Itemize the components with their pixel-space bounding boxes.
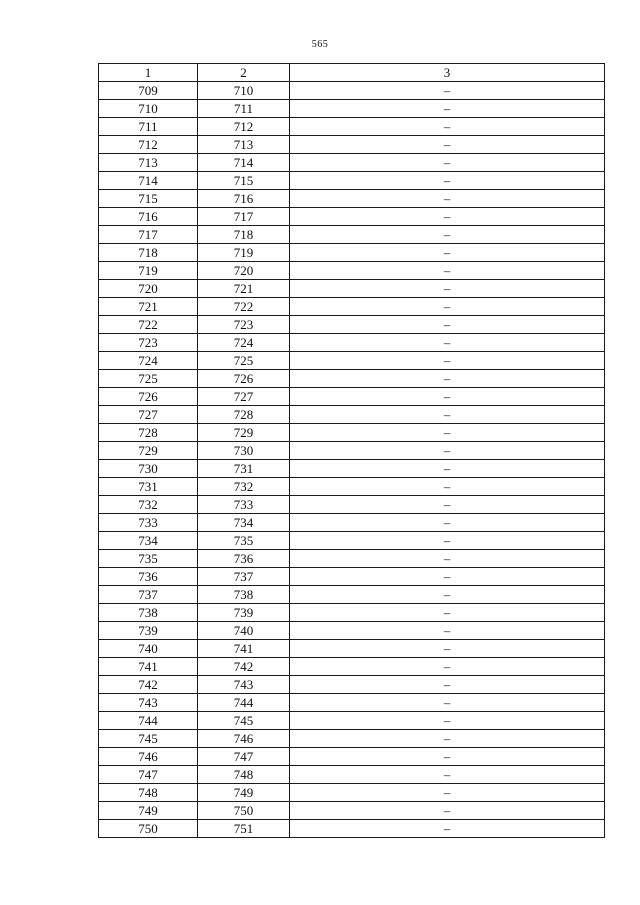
table-cell-col-1: 723 <box>99 334 198 352</box>
table-cell-col-3: – <box>290 82 605 100</box>
table-cell-col-3: – <box>290 676 605 694</box>
table-cell-col-2: 745 <box>198 712 290 730</box>
table-row <box>99 766 605 784</box>
table-cell-col-3: – <box>290 100 605 118</box>
table-row <box>99 784 605 802</box>
table-cell-col-3: – <box>290 766 605 784</box>
table-cell-col-1: 729 <box>99 442 198 460</box>
table-row <box>99 280 605 298</box>
table-row <box>99 730 605 748</box>
table-cell-col-1: 744 <box>99 712 198 730</box>
table-cell-col-1: 740 <box>99 640 198 658</box>
table-row <box>99 676 605 694</box>
table-cell-col-3: – <box>290 388 605 406</box>
table-row <box>99 460 605 478</box>
table-cell-col-3: – <box>290 370 605 388</box>
table-cell-col-2: 712 <box>198 118 290 136</box>
table-cell-col-2: 726 <box>198 370 290 388</box>
table-row <box>99 424 605 442</box>
table-row <box>99 442 605 460</box>
table-row <box>99 100 605 118</box>
table-cell-col-1: 712 <box>99 136 198 154</box>
table-cell-col-1: 742 <box>99 676 198 694</box>
table-cell-col-1: 721 <box>99 298 198 316</box>
table-cell-col-3: – <box>290 604 605 622</box>
table-cell-col-2: 730 <box>198 442 290 460</box>
table-row <box>99 298 605 316</box>
table-cell-col-3: – <box>290 532 605 550</box>
table-row <box>99 820 605 838</box>
table-row <box>99 406 605 424</box>
table-cell-col-1: 746 <box>99 748 198 766</box>
table-row <box>99 496 605 514</box>
table-cell-col-2: 741 <box>198 640 290 658</box>
table-cell-col-3: – <box>290 658 605 676</box>
table-cell-col-3: – <box>290 316 605 334</box>
table-cell-col-3: – <box>290 730 605 748</box>
table-cell-col-1: 730 <box>99 460 198 478</box>
table-row <box>99 154 605 172</box>
table-row <box>99 316 605 334</box>
table-cell-col-3: – <box>290 478 605 496</box>
table-cell-col-3: – <box>290 514 605 532</box>
table-cell-col-1: 743 <box>99 694 198 712</box>
table-cell-col-2: 710 <box>198 82 290 100</box>
table-cell-col-1: 733 <box>99 514 198 532</box>
table-cell-col-3: – <box>290 334 605 352</box>
table-cell-col-1: 716 <box>99 208 198 226</box>
table-cell-col-1: 731 <box>99 478 198 496</box>
table-row <box>99 622 605 640</box>
table-cell-col-3: – <box>290 262 605 280</box>
table-row <box>99 568 605 586</box>
table-cell-col-3: – <box>290 172 605 190</box>
table-cell-col-1: 717 <box>99 226 198 244</box>
table-cell-col-2: 713 <box>198 136 290 154</box>
table-cell-col-3: – <box>290 406 605 424</box>
table-cell-col-3: – <box>290 190 605 208</box>
table-cell-col-2: 722 <box>198 298 290 316</box>
table-row <box>99 352 605 370</box>
table-cell-col-3: – <box>290 496 605 514</box>
table-cell-col-3: – <box>290 568 605 586</box>
page-number: 565 <box>311 39 329 50</box>
table-cell-col-1: 735 <box>99 550 198 568</box>
table-row <box>99 514 605 532</box>
table-cell-col-3: – <box>290 802 605 820</box>
table-cell-col-3: – <box>290 460 605 478</box>
table-cell-col-1: 710 <box>99 100 198 118</box>
table-cell-col-2: 742 <box>198 658 290 676</box>
column-header-3: 3 <box>290 64 605 82</box>
table-cell-col-2: 751 <box>198 820 290 838</box>
table-cell-col-2: 728 <box>198 406 290 424</box>
table-cell-col-1: 725 <box>99 370 198 388</box>
table-row <box>99 586 605 604</box>
table-cell-col-3: – <box>290 352 605 370</box>
table-cell-col-3: – <box>290 586 605 604</box>
table-row <box>99 370 605 388</box>
table-cell-col-3: – <box>290 226 605 244</box>
data-table <box>98 63 605 838</box>
table-cell-col-1: 714 <box>99 172 198 190</box>
table-cell-col-1: 719 <box>99 262 198 280</box>
table-row <box>99 244 605 262</box>
table-row <box>99 334 605 352</box>
table-cell-col-1: 715 <box>99 190 198 208</box>
table-cell-col-2: 714 <box>198 154 290 172</box>
table-cell-col-2: 720 <box>198 262 290 280</box>
table-row <box>99 694 605 712</box>
table-cell-col-3: – <box>290 244 605 262</box>
table-cell-col-2: 744 <box>198 694 290 712</box>
table-cell-col-1: 718 <box>99 244 198 262</box>
table-cell-col-2: 732 <box>198 478 290 496</box>
table-row <box>99 802 605 820</box>
table-cell-col-2: 749 <box>198 784 290 802</box>
table-row <box>99 388 605 406</box>
table-cell-col-3: – <box>290 280 605 298</box>
table-row <box>99 550 605 568</box>
table-cell-col-2: 724 <box>198 334 290 352</box>
table-cell-col-2: 727 <box>198 388 290 406</box>
table-cell-col-3: – <box>290 820 605 838</box>
table-cell-col-2: 721 <box>198 280 290 298</box>
table-cell-col-2: 716 <box>198 190 290 208</box>
table-cell-col-3: – <box>290 154 605 172</box>
table-cell-col-1: 713 <box>99 154 198 172</box>
table-row <box>99 478 605 496</box>
table-cell-col-1: 741 <box>99 658 198 676</box>
table-cell-col-1: 737 <box>99 586 198 604</box>
table-cell-col-3: – <box>290 784 605 802</box>
table-row <box>99 208 605 226</box>
table-row <box>99 262 605 280</box>
column-header-2: 2 <box>198 64 290 82</box>
table-cell-col-1: 749 <box>99 802 198 820</box>
table-cell-col-1: 734 <box>99 532 198 550</box>
table-row <box>99 82 605 100</box>
table-cell-col-3: – <box>290 136 605 154</box>
table-cell-col-2: 740 <box>198 622 290 640</box>
table-cell-col-2: 739 <box>198 604 290 622</box>
table-cell-col-2: 717 <box>198 208 290 226</box>
table-cell-col-1: 726 <box>99 388 198 406</box>
table-cell-col-2: 731 <box>198 460 290 478</box>
table-cell-col-2: 750 <box>198 802 290 820</box>
table-row <box>99 172 605 190</box>
table-cell-col-2: 748 <box>198 766 290 784</box>
table-cell-col-2: 746 <box>198 730 290 748</box>
table-cell-col-2: 711 <box>198 100 290 118</box>
table-cell-col-3: – <box>290 208 605 226</box>
table-cell-col-1: 750 <box>99 820 198 838</box>
table-cell-col-3: – <box>290 298 605 316</box>
table-cell-col-1: 732 <box>99 496 198 514</box>
table-cell-col-2: 743 <box>198 676 290 694</box>
table-cell-col-3: – <box>290 712 605 730</box>
table-cell-col-2: 747 <box>198 748 290 766</box>
table-cell-col-2: 725 <box>198 352 290 370</box>
table-row <box>99 712 605 730</box>
table-cell-col-2: 715 <box>198 172 290 190</box>
table-cell-col-2: 719 <box>198 244 290 262</box>
table-cell-col-3: – <box>290 442 605 460</box>
table-cell-col-1: 739 <box>99 622 198 640</box>
table-cell-col-3: – <box>290 748 605 766</box>
table-cell-col-1: 728 <box>99 424 198 442</box>
table-cell-col-2: 736 <box>198 550 290 568</box>
table-row <box>99 136 605 154</box>
table-row <box>99 640 605 658</box>
table-cell-col-3: – <box>290 640 605 658</box>
column-header-1: 1 <box>99 64 198 82</box>
table-cell-col-3: – <box>290 118 605 136</box>
table-cell-col-2: 734 <box>198 514 290 532</box>
table-row <box>99 658 605 676</box>
table-cell-col-1: 748 <box>99 784 198 802</box>
table-body <box>99 82 605 838</box>
table-cell-col-3: – <box>290 622 605 640</box>
table-cell-col-1: 722 <box>99 316 198 334</box>
table-row <box>99 190 605 208</box>
table-cell-col-1: 709 <box>99 82 198 100</box>
table-cell-col-1: 711 <box>99 118 198 136</box>
table-cell-col-1: 727 <box>99 406 198 424</box>
table-row <box>99 118 605 136</box>
table-row <box>99 604 605 622</box>
table-cell-col-1: 745 <box>99 730 198 748</box>
table-cell-col-3: – <box>290 550 605 568</box>
table-header-row <box>99 64 605 82</box>
table-cell-col-1: 747 <box>99 766 198 784</box>
table-cell-col-2: 738 <box>198 586 290 604</box>
table-row <box>99 226 605 244</box>
table-cell-col-2: 729 <box>198 424 290 442</box>
table-row <box>99 532 605 550</box>
table-cell-col-1: 724 <box>99 352 198 370</box>
table-row <box>99 748 605 766</box>
table-cell-col-2: 733 <box>198 496 290 514</box>
table-cell-col-2: 718 <box>198 226 290 244</box>
table-cell-col-2: 735 <box>198 532 290 550</box>
table-cell-col-1: 738 <box>99 604 198 622</box>
table-cell-col-1: 720 <box>99 280 198 298</box>
table-cell-col-1: 736 <box>99 568 198 586</box>
table-cell-col-2: 737 <box>198 568 290 586</box>
table-cell-col-3: – <box>290 424 605 442</box>
table-cell-col-2: 723 <box>198 316 290 334</box>
table-cell-col-3: – <box>290 694 605 712</box>
